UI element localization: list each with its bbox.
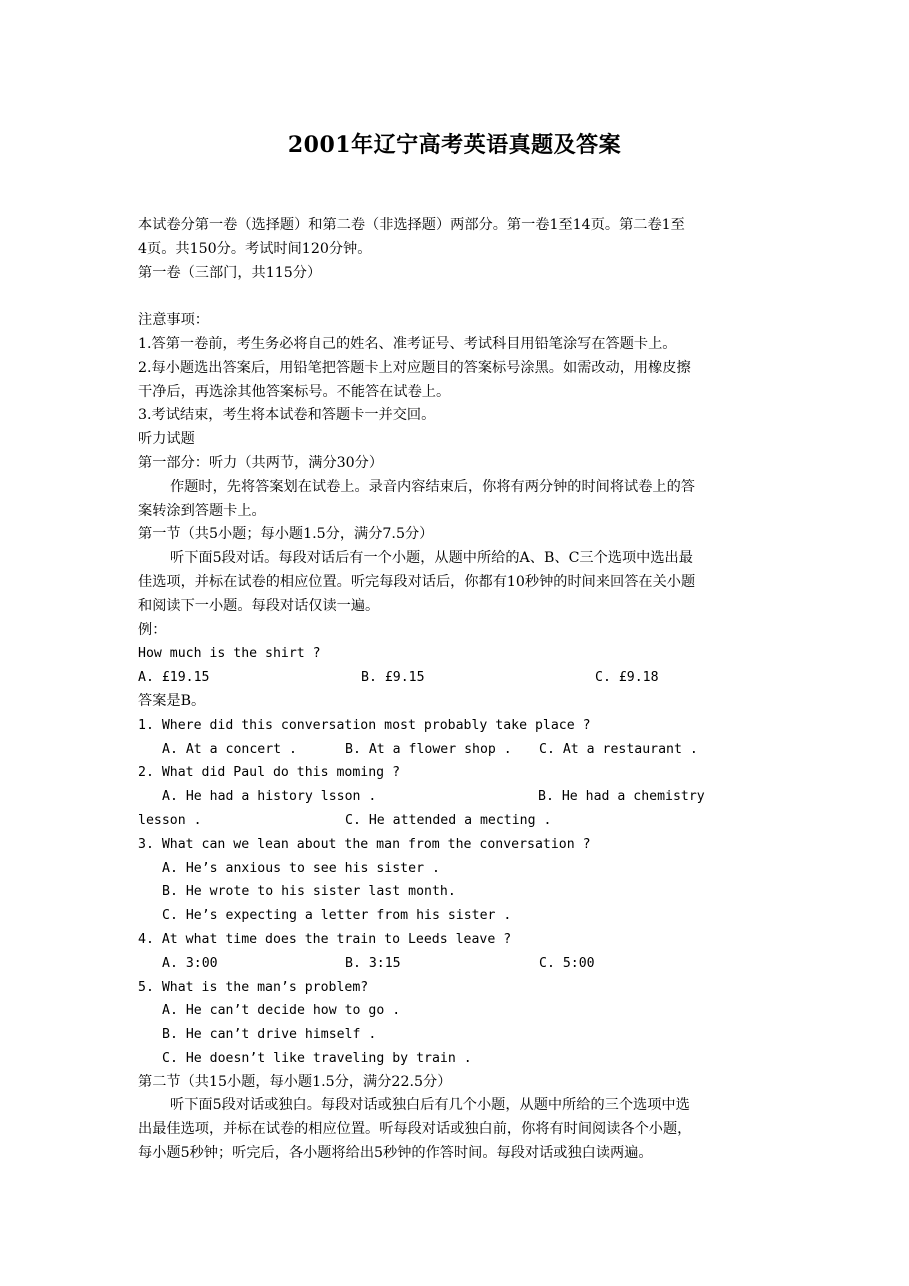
question-3: 3. What can we lean about the man from the conversation ? bbox=[138, 836, 591, 852]
option-b: B. He had a chemistry bbox=[538, 789, 705, 805]
option-a: A. He had a history lsson . bbox=[162, 789, 377, 805]
document-title: 2001年辽宁高考英语真题及答案 bbox=[287, 132, 622, 158]
section1-heading: 第一节（共5小题；每小题1.5分，满分7.5分） bbox=[138, 526, 434, 543]
question-2-options bbox=[138, 785, 778, 809]
option-c: C. He attended a mecting . bbox=[345, 812, 552, 828]
question-1-options bbox=[138, 738, 778, 762]
example-label: 例： bbox=[138, 621, 167, 638]
option-b: B. At a flower shop . bbox=[345, 741, 512, 757]
example-question: How much is the shirt ? bbox=[138, 646, 321, 662]
instruction-line: 听下面5段对话或独白。每段对话或独白后有几个小题，从题中所给的三个选项中选 bbox=[170, 1097, 690, 1114]
question-5: 5. What is the man’s problem? bbox=[138, 979, 369, 995]
question-2-options-cont bbox=[138, 809, 778, 833]
instruction-line: 案转涂到答题卡上。 bbox=[138, 502, 266, 519]
note-item: 3.考试结束，考生将本试卷和答题卡一并交回。 bbox=[138, 407, 436, 424]
instruction-line: 每小题5秒钟；听完后，各小题将给出5秒钟的作答时间。每段对话或独白读两遍。 bbox=[138, 1145, 653, 1162]
option-a: A. At a concert . bbox=[162, 741, 297, 757]
option-b: B. He wrote to his sister last month. bbox=[162, 884, 456, 900]
option-c: C. He doesn’t like traveling by train . bbox=[162, 1050, 472, 1066]
note-item: 干净后，再选涂其他答案标号。不能答在试卷上。 bbox=[138, 383, 451, 400]
example-answer: 答案是B。 bbox=[138, 692, 206, 709]
option-c: C. At a restaurant . bbox=[539, 741, 698, 757]
note-item: 1.答第一卷前，考生务必将自己的姓名、准考证号、考试科目用铅笔涂写在答题卡上。 bbox=[138, 335, 677, 352]
listening-heading: 听力试题 bbox=[138, 431, 195, 448]
option-b: B. He can’t drive himself . bbox=[162, 1027, 377, 1043]
option-b: B. 3:15 bbox=[345, 955, 401, 971]
option-c: C. He’s expecting a letter from his sister . bbox=[162, 908, 512, 924]
notes-heading: 注意事项： bbox=[138, 312, 209, 329]
section2-heading: 第二节（共15小题，每小题1.5分，满分22.5分） bbox=[138, 1073, 452, 1090]
question-2: 2. What did Paul do this moming ? bbox=[138, 765, 401, 781]
example-options bbox=[138, 666, 778, 690]
question-4-options bbox=[138, 952, 778, 976]
question-4: 4. At what time does the train to Leeds leave ? bbox=[138, 931, 512, 947]
option-a: A. 3:00 bbox=[162, 955, 218, 971]
instruction-line: 和阅读下一小题。每段对话仅读一遍。 bbox=[138, 597, 380, 614]
option-b: B. £9.15 bbox=[361, 670, 425, 686]
note-item: 2.每小题选出答案后，用铅笔把答题卡上对应题目的答案标号涂黑。如需改动，用橡皮擦 bbox=[138, 359, 691, 376]
option-a: A. £19.15 bbox=[138, 670, 210, 686]
option-c: C. 5:00 bbox=[539, 955, 595, 971]
part-one-heading: 第一卷（三部门，共115分） bbox=[138, 264, 322, 281]
intro-line: 本试卷分第一卷（选择题）和第二卷（非选择题）两部分。第一卷1至14页。第二卷1至 bbox=[138, 217, 685, 233]
question-1: 1. Where did this conversation most probably take place ? bbox=[138, 717, 591, 733]
instruction-line: 佳选项，并标在试卷的相应位置。听完每段对话后，你都有10秒钟的时间来回答在关小题 bbox=[138, 573, 696, 590]
option-a: A. He can’t decide how to go . bbox=[162, 1003, 401, 1019]
document-body bbox=[138, 214, 778, 1166]
option-a: A. He’s anxious to see his sister . bbox=[162, 860, 440, 876]
instruction-line: 听下面5段对话。每段对话后有一个小题，从题中所给的A、B、C三个选项中选出最 bbox=[170, 550, 693, 567]
option-b-continued: lesson . bbox=[138, 812, 202, 828]
intro-line: 4页。共150分。考试时间120分钟。 bbox=[138, 240, 372, 257]
instruction-line: 作题时，先将答案划在试卷上。录音内容结束后，你将有两分钟的时间将试卷上的答 bbox=[170, 478, 695, 495]
instruction-line: 出最佳选项，并标在试卷的相应位置。听每段对话或独白前，你将有时间阅读各个小题， bbox=[138, 1121, 692, 1138]
part1-heading: 第一部分：听力（共两节，满分30分） bbox=[138, 454, 384, 471]
option-c: C. £9.18 bbox=[595, 670, 659, 686]
